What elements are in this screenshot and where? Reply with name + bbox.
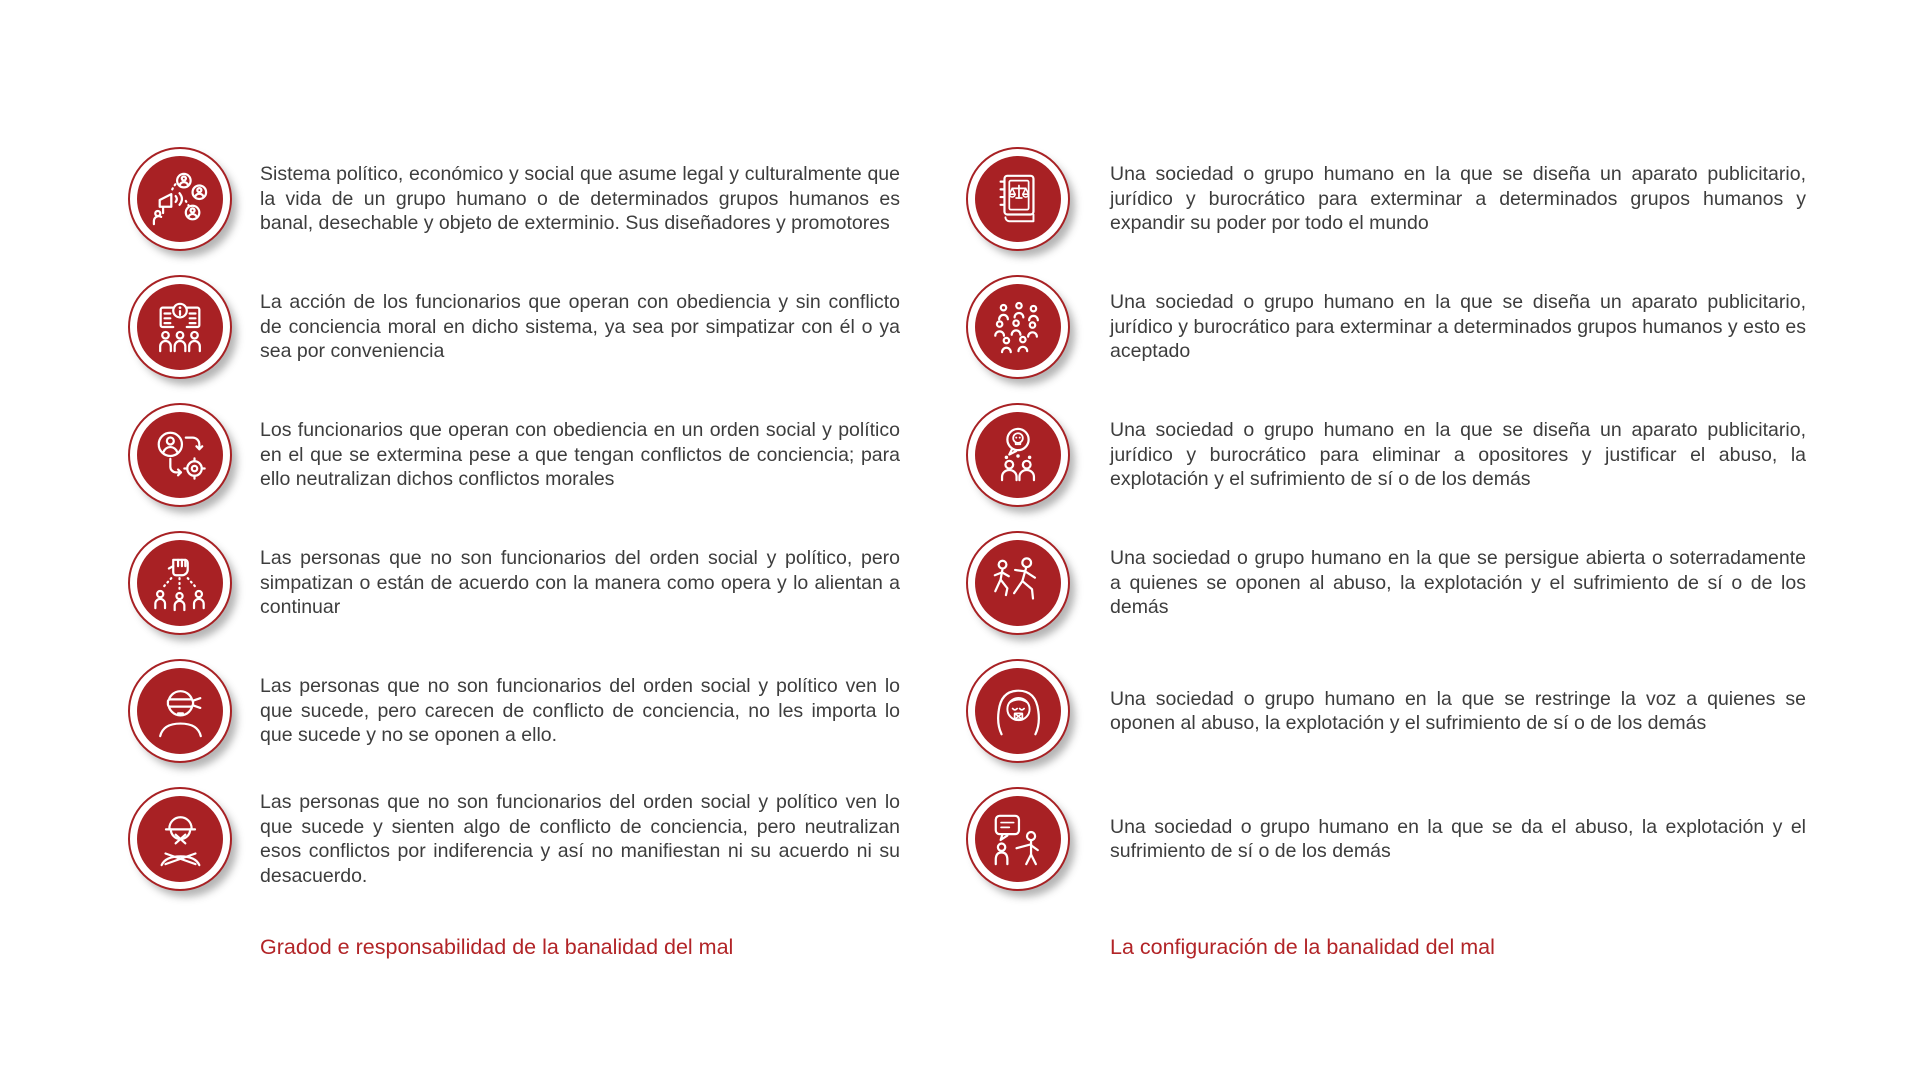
crowd-icon: [989, 298, 1047, 356]
list-item: [128, 775, 900, 903]
user-neutralize-cycle-icon: [128, 403, 232, 507]
megaphone-network-icon: [151, 170, 209, 228]
item-text: Las personas que no son funcionarios del orden social y político, pero simpatizan o están de acuerdo con la manera como opera y lo alientan a continuar: [260, 547, 900, 619]
item-text: Una sociedad o grupo humano en la que se diseña un aparato publicitario, jurídico y burocrático para eliminar a opositores y justificar el abuso, la explotación y el sufrimiento de sí o de los demás: [1110, 419, 1806, 491]
item-text: Una sociedad o grupo humano en la que se restringe la voz a quienes se oponen al abuso, la explotación y el sufrimiento de sí o de los demás: [1110, 687, 1806, 734]
list-item: [966, 135, 1806, 263]
skull-propaganda-crowd-icon: [989, 426, 1047, 484]
left-column: [128, 135, 900, 960]
left-column-title: Gradod e responsabilidad de la banalidad del mal: [260, 935, 734, 959]
crowd-icon: [966, 275, 1070, 379]
item-text: Una sociedad o grupo humano en la que se da el abuso, la explotación y el sufrimiento de sí o de los demás: [1110, 815, 1806, 862]
silenced-person-icon: [128, 787, 232, 891]
right-column-title: La configuración de la banalidad del mal: [1110, 935, 1495, 959]
user-neutralize-cycle-icon: [151, 426, 209, 484]
fist-followers-icon: [128, 531, 232, 635]
blindfolded-person-icon: [128, 659, 232, 763]
list-item: [128, 647, 900, 775]
item-text: Una sociedad o grupo humano en la que se persigue abierta o soterradamente a quienes se oponen al abuso, la explotación y el sufrimiento de sí o de los demás: [1110, 547, 1806, 619]
law-book-icon: [966, 147, 1070, 251]
blindfolded-person-icon: [151, 682, 209, 740]
megaphone-network-icon: [128, 147, 232, 251]
abuse-confrontation-icon: [989, 810, 1047, 868]
list-item: [966, 519, 1806, 647]
silenced-woman-icon: [966, 659, 1070, 763]
list-item: [128, 263, 900, 391]
list-item: [128, 391, 900, 519]
list-item: [966, 263, 1806, 391]
documents-info-people-icon: [151, 298, 209, 356]
list-item: [966, 391, 1806, 519]
right-column: [966, 135, 1806, 960]
persecution-chase-icon: [989, 554, 1047, 612]
item-text: Las personas que no son funcionarios del orden social y político ven lo que sucede y sienten algo de conflicto de conciencia, pero neutralizan esos conflictos por indiferencia y así no manifiestan ni su acuerdo ni su desacuerdo.: [260, 791, 900, 887]
silenced-woman-icon: [989, 682, 1047, 740]
silenced-person-icon: [151, 810, 209, 868]
item-text: Sistema político, económico y social que asume legal y culturalmente que la vida de un grupo humano o de determinados grupos humanos es banal, desechable y objeto de exterminio. Sus diseñadores y promotores: [260, 163, 900, 235]
item-text: Las personas que no son funcionarios del orden social y político ven lo que sucede, pero carecen de conflicto de conciencia, no les importa lo que sucede y no se oponen a ello.: [260, 675, 900, 747]
list-item: [966, 775, 1806, 903]
item-text: Una sociedad o grupo humano en la que se diseña un aparato publicitario, jurídico y burocrático para exterminar a determinados grupos humanos y esto es aceptado: [1110, 291, 1806, 363]
law-book-icon: [989, 170, 1047, 228]
list-item: [966, 647, 1806, 775]
fist-followers-icon: [151, 554, 209, 612]
item-text: Los funcionarios que operan con obediencia en un orden social y político en el que se extermina pese a que tengan conflictos de conciencia; para ello neutralizan dichos conflictos morales: [260, 419, 900, 491]
item-text: Una sociedad o grupo humano en la que se diseña un aparato publicitario, jurídico y burocrático para exterminar a determinados grupos humanos y expandir su poder por todo el mundo: [1110, 163, 1806, 235]
item-text: La acción de los funcionarios que operan con obediencia y sin conflicto de conciencia moral en dicho sistema, ya sea por simpatizar con él o ya sea por conveniencia: [260, 291, 900, 363]
list-item: [128, 519, 900, 647]
documents-info-people-icon: [128, 275, 232, 379]
skull-propaganda-crowd-icon: [966, 403, 1070, 507]
list-item: [128, 135, 900, 263]
abuse-confrontation-icon: [966, 787, 1070, 891]
persecution-chase-icon: [966, 531, 1070, 635]
